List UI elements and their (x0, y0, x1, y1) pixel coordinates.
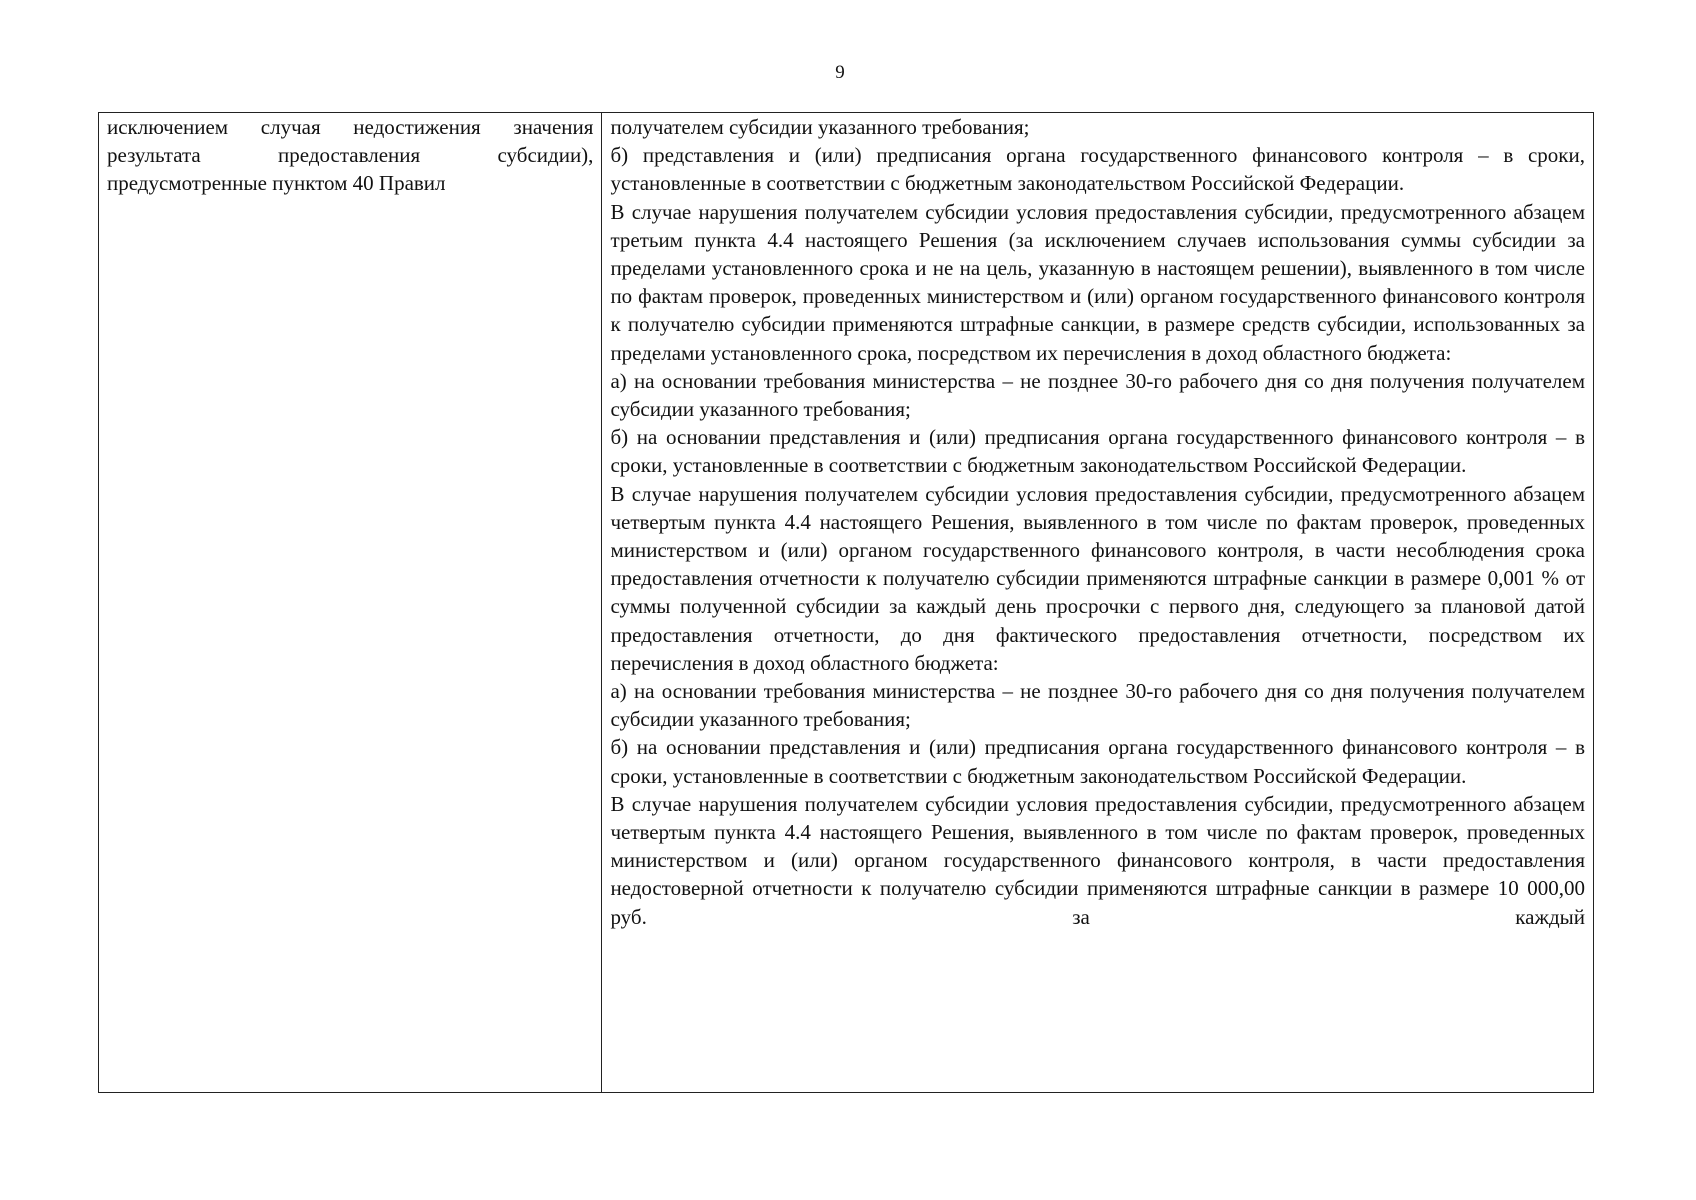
paragraph-8: б) на основании представления и (или) предписания органа государственного финансового контроля – в сроки, установленные в соответствии с бюджетным законодательством Российской Федерации. (610, 735, 1585, 788)
left-cell-text: исключением случая недостижения значения результата предоставления субсидии), предусмотренные пунктом 40 Правил (107, 115, 594, 196)
paragraph-5: б) на основании представления и (или) предписания органа государственного финансового контроля – в сроки, установленные в соответствии с бюджетным законодательством Российской Федерации. (610, 425, 1585, 478)
paragraph-6: В случае нарушения получателем субсидии условия предоставления субсидии, предусмотренного абзацем четвертым пункта 4.4 настоящего Решения, выявленного в том числе по фактам проверок, проведенных министерством и (или) органом государственного финансового контроля, в части несоблюдения срока предоставления отчетности к получателю субсидии применяются штрафные санкции в размере 0,001 % от суммы полученной субсидии за каждый день просрочки с первого дня, следующего за плановой датой предоставления отчетности, до дня фактического предоставления отчетности, посредством их перечисления в доход областного бюджета: (610, 481, 1585, 675)
paragraph-2: б) представления и (или) предписания органа государственного финансового контроля – в сроки, установленные в соответствии с бюджетным законодательством Российской Федерации. (610, 143, 1585, 196)
paragraph-9: В случае нарушения получателем субсидии условия предоставления субсидии, предусмотренного абзацем четвертым пункта 4.4 настоящего Решения, выявленного в том числе по фактам проверок, проведенных министерством и (или) органом государственного финансового контроля, в части предоставления недостоверной отчетности к получателю субсидии применяются штрафные санкции в размере 10 000,00 руб. за каждый (610, 791, 1585, 929)
table-cell-right (602, 113, 1594, 1093)
table-row (99, 113, 1594, 1093)
document-table (98, 112, 1594, 1093)
table-cell-left (99, 113, 602, 1093)
paragraph-1: получателем субсидии указанного требования; (610, 115, 1030, 139)
paragraph-7: а) на основании требования министерства – не позднее 30-го рабочего дня со дня получения получателем субсидии указанного требования; (610, 679, 1585, 732)
page-number: 9 (835, 62, 845, 83)
paragraph-4: а) на основании требования министерства – не позднее 30-го рабочего дня со дня получения получателем субсидии указанного требования; (610, 368, 1585, 422)
paragraph-3: В случае нарушения получателем субсидии условия предоставления субсидии, предусмотренного абзацем третьим пункта 4.4 настоящего Решения (за исключением случаев использования суммы субсидии за пределами установленного срока и не на цель, указанную в настоящем решении), выявленного в том числе по фактам проверок, проведенных министерством и (или) органом государственного финансового контроля к получателю субсидии применяются штрафные санкции, в размере средств субсидии, использованных за пределами установленного срока, посредством их перечисления в доход областного бюджета: (610, 199, 1585, 365)
